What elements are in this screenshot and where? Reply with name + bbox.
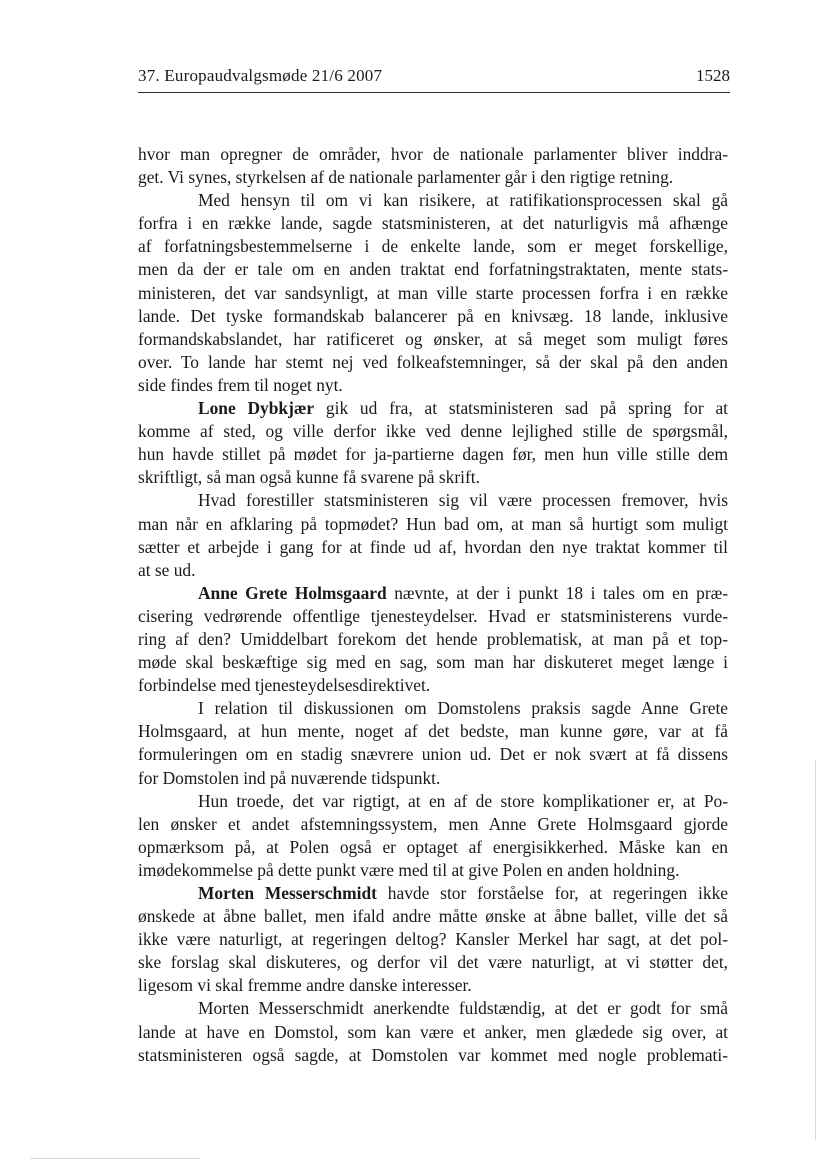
body-text <box>138 143 728 1067</box>
text-line: over. To lande har stemt nej ved folkeafstemninger, så der skal på den anden <box>138 351 728 372</box>
text-line: ske forslag skal diskuteres, og derfor vil det være naturligt, at vi støtter det, <box>138 952 728 973</box>
header-title: 37. Europaudvalgsmøde 21/6 2007 <box>138 66 383 85</box>
text-line: statsministeren også sagde, at Domstolen var kommet med nogle problemati- <box>138 1044 728 1065</box>
text-line: sætter et arbejde i gang for at finde ud af, hvordan den nye traktat kommer til <box>138 536 728 557</box>
text-line: men da der er tale om en anden traktat end forfatningstraktaten, mente stats- <box>138 259 728 280</box>
text-line: ikke være naturligt, at regeringen deltog? Kansler Merkel har sagt, at det pol- <box>138 929 728 950</box>
paragraph <box>138 582 728 697</box>
text-line: Morten Messerschmidt anerkendte fuldstændig, at det er godt for små <box>198 998 728 1019</box>
page-number: 1528 <box>696 66 730 85</box>
text-line: Hun troede, det var rigtigt, at en af de store komplikationer er, at Po- <box>198 790 728 811</box>
text-line: man når en afklaring på topmødet? Hun bad om, at man så hurtigt som muligt <box>138 513 728 534</box>
paragraph <box>138 997 728 1066</box>
text-line: get. Vi synes, styrkelsen af de nationale parlamenter går i den rigtige retning. <box>138 167 674 188</box>
text-line: formandskabslandet, har ratificeret og ønsker, at så meget som muligt føres <box>138 328 728 349</box>
line-text: nævnte, at der i punkt 18 i tales om en præ- <box>386 582 728 603</box>
text-line: side findes frem til noget nyt. <box>138 374 343 395</box>
text-line: ønskede at åbne ballet, men ifald andre måtte ønske at åbne ballet, ville det så <box>138 906 728 927</box>
text-line <box>138 882 728 905</box>
text-line: formuleringen om en stadig snævrere union ud. Det er nok svært at få dissens <box>138 744 728 765</box>
text-line: ministeren, det var sandsynligt, at man ville starte processen forfra i en række <box>138 282 728 303</box>
text-line: I relation til diskussionen om Domstolens praksis sagde Anne Grete <box>198 698 728 719</box>
page-header <box>138 62 730 93</box>
text-line <box>138 397 728 420</box>
text-line: ligesom vi skal fremme andre danske interesser. <box>138 975 472 996</box>
text-line <box>138 582 728 605</box>
speaker-name: Morten Messerschmidt <box>198 883 377 903</box>
paragraph <box>138 489 728 581</box>
text-line: for Domstolen ind på nuværende tidspunkt. <box>138 767 441 788</box>
line-text: gik ud fra, at statsministeren sad på spring for at <box>314 398 728 419</box>
text-line: ring af den? Umiddelbart forekom det hende problematisk, at man på et top- <box>138 628 728 649</box>
text-line: imødekommelse på dette punkt være med til at give Polen en anden holdning. <box>138 859 680 880</box>
paragraph <box>138 189 728 397</box>
paragraph <box>138 882 728 997</box>
text-line: Med hensyn til om vi kan risikere, at ratifikationsprocessen skal gå <box>198 190 728 211</box>
speaker-name: Anne Grete Holmsgaard <box>198 582 387 603</box>
text-line: forbindelse med tjenesteydelsesdirektivet. <box>138 675 431 696</box>
paragraph <box>138 397 728 489</box>
text-line: cisering vedrørende offentlige tjenesteydelser. Hvad er statsministerens vurde- <box>138 605 728 626</box>
line-text: havde stor forståelse for, at regeringen ikke <box>376 883 728 903</box>
text-line: komme af sted, og ville derfor ikke ved denne lejlighed stille de spørgsmål, <box>138 421 728 442</box>
text-line: lande at have en Domstol, som kan være et anker, men glædede sig over, at <box>138 1021 728 1042</box>
text-line: lande. Det tyske formandskab balancerer på en knivsæg. 18 lande, inklusive <box>138 305 728 326</box>
text-line: forfra i en række lande, sagde statsministeren, at det naturligvis må afhænge <box>138 213 728 234</box>
paragraph <box>138 790 728 882</box>
text-line: hun havde stillet på mødet for ja-partierne dagen før, men hun ville stille dem <box>138 444 728 465</box>
paragraph <box>138 143 728 189</box>
text-line: møde skal beskæftige sig med en sag, som man har diskuteret meget længe i <box>138 652 728 673</box>
scan-edge-line <box>30 1158 200 1159</box>
text-line: hvor man opregner de områder, hvor de nationale parlamenter bliver inddra- <box>138 144 728 164</box>
text-line: skriftligt, så man også kunne få svarene på skrift. <box>138 467 480 488</box>
text-line: at se ud. <box>138 559 196 580</box>
paragraph <box>138 697 728 789</box>
text-line: Hvad forestiller statsministeren sig vil være processen fremover, hvis <box>198 490 728 511</box>
text-line: Holmsgaard, at hun mente, noget af det bedste, man kunne gøre, var at få <box>138 721 728 742</box>
text-line: opmærksom på, at Polen også er optaget af energisikkerhed. Måske kan en <box>138 836 728 857</box>
text-line: af forfatningsbestemmelserne i de enkelte lande, som er meget forskellige, <box>138 236 728 257</box>
scan-edge-line <box>815 760 816 1140</box>
speaker-name: Lone Dybkjær <box>198 398 315 419</box>
text-line: len ønsker et andet afstemningssystem, men Anne Grete Holmsgaard gjorde <box>138 813 728 834</box>
